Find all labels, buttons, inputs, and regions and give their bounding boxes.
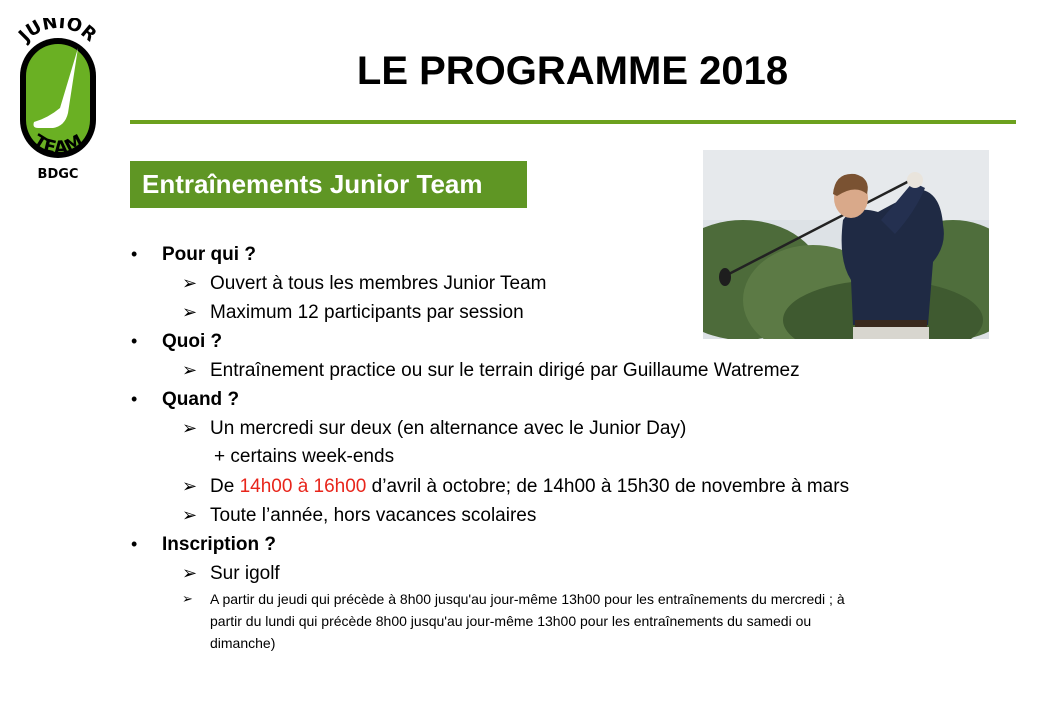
arrow-bullet-icon: ➢	[182, 563, 198, 583]
item-quand: Quand ?	[162, 389, 240, 410]
logo-top-text: JUNIOR	[14, 18, 101, 47]
item-pour-qui: Pour qui ?	[162, 244, 256, 265]
inscription-detail-2-line-1: A partir du jeudi qui précède à 8h00 jusqu'au jour-même 13h00 pour les entraînements du mercredi ; à	[210, 591, 845, 607]
inscription-detail-2-line-2: partir du lundi qui précède 8h00 jusqu'au jour-même 13h00 pour les entraînements du samedi ou	[210, 613, 812, 629]
logo-bottom-text: TEAM	[29, 130, 87, 159]
title-divider	[130, 120, 1016, 124]
golfer-photo	[703, 150, 989, 339]
arrow-bullet-icon: ➢	[182, 505, 198, 525]
quand-detail-2: De 14h00 à 16h00 d’avril à octobre; de 14h00 à 15h30 de novembre à mars	[210, 476, 850, 497]
page-title: LE PROGRAMME 2018	[356, 49, 789, 93]
arrow-bullet-icon: ➢	[182, 418, 198, 438]
arrow-bullet-icon: ➢	[182, 476, 198, 496]
junior-team-logo	[8, 18, 108, 183]
pour-qui-detail-2: Maximum 12 participants par session	[210, 302, 524, 323]
highlighted-hours: 14h00 à 16h00	[239, 476, 367, 497]
section-header: Entraînements Junior Team	[130, 161, 527, 208]
arrow-bullet-icon: ➢	[182, 273, 198, 293]
quand-detail-1: Un mercredi sur deux (en alternance avec le Junior Day)	[210, 418, 687, 439]
bullet-dot: •	[131, 244, 138, 264]
quoi-detail-1: Entraînement practice ou sur le terrain dirigé par Guillaume Watremez	[210, 360, 800, 381]
logo-club-text: BDGC	[37, 167, 79, 182]
inscription-detail-2-line-3: dimanche)	[210, 635, 276, 651]
bullet-dot: •	[131, 389, 138, 409]
item-inscription: Inscription ?	[162, 534, 276, 555]
bullet-dot: •	[131, 331, 138, 351]
golfer-photo-icon	[703, 150, 989, 339]
item-quoi: Quoi ?	[162, 331, 223, 352]
arrow-bullet-icon: ➢	[182, 360, 198, 380]
inscription-detail-1: Sur igolf	[210, 563, 280, 584]
pour-qui-detail-1: Ouvert à tous les membres Junior Team	[210, 273, 547, 294]
arrow-bullet-icon: ➢	[182, 591, 193, 606]
arrow-bullet-icon: ➢	[182, 302, 198, 322]
golf-club-logo-icon	[8, 18, 108, 183]
bullet-dot: •	[131, 534, 138, 554]
quand-detail-3: Toute l’année, hors vacances scolaires	[210, 505, 537, 526]
quand-detail-1-continuation: + certains week-ends	[214, 446, 395, 467]
